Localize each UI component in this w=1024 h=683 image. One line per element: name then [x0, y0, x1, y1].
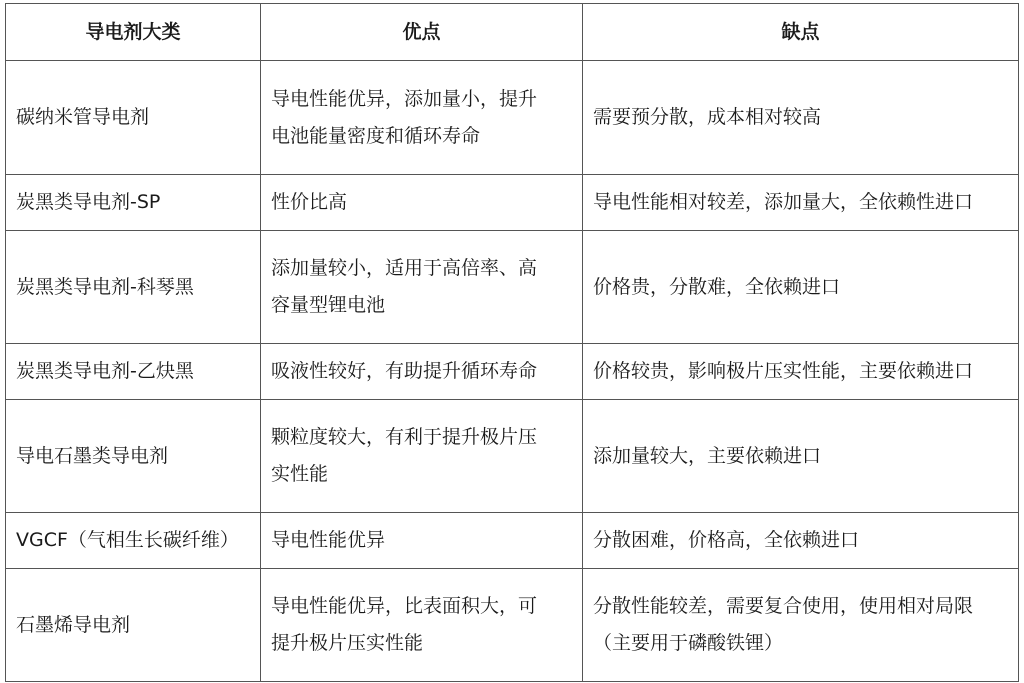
pros-cell — [261, 400, 583, 513]
pros-line: 实性能 — [271, 463, 329, 485]
table-row — [6, 231, 1019, 344]
table-row — [6, 344, 1019, 400]
pros-cell — [261, 344, 583, 400]
cons-line: 价格贵，分散难，全依赖进口 — [593, 275, 841, 298]
table-row — [6, 400, 1019, 513]
header-category: 导电剂大类 — [6, 4, 261, 61]
category-cell: 导电石墨类导电剂 — [6, 400, 261, 513]
pros-cell — [261, 61, 583, 175]
table-row — [6, 569, 1019, 682]
category-cell: 炭黑类导电剂-乙炔黑 — [6, 344, 261, 400]
cons-cell — [583, 344, 1019, 400]
table-row — [6, 175, 1019, 231]
category-cell: VGCF（气相生长碳纤维） — [6, 513, 261, 569]
header-pros: 优点 — [261, 4, 583, 61]
pros-line: 导电性能优异，添加量小，提升 — [271, 87, 538, 110]
pros-line: 导电性能优异 — [271, 529, 386, 551]
header-cons: 缺点 — [583, 4, 1019, 61]
pros-line: 性价比高 — [271, 191, 348, 213]
pros-line: 容量型锂电池 — [271, 294, 386, 316]
cons-cell — [583, 231, 1019, 344]
cons-line: 价格较贵，影响极片压实性能，主要依赖进口 — [593, 360, 974, 382]
cons-cell — [583, 400, 1019, 513]
pros-line: 颗粒度较大，有利于提升极片压 — [271, 426, 538, 448]
pros-line: 吸液性较好，有助提升循环寿命 — [271, 360, 538, 382]
cons-line: 导电性能相对较差，添加量大，全依赖性进口 — [593, 191, 974, 213]
category-cell: 炭黑类导电剂-科琴黑 — [6, 231, 261, 344]
pros-line: 导电性能优异，比表面积大，可 — [271, 595, 538, 617]
pros-line: 提升极片压实性能 — [271, 632, 424, 654]
cons-line: 需要预分散，成本相对较高 — [593, 106, 822, 128]
category-cell: 碳纳米管导电剂 — [6, 61, 261, 175]
cons-cell — [583, 61, 1019, 175]
cons-line: （主要用于磷酸铁锂） — [593, 632, 784, 654]
cons-line: 分散性能较差，需要复合使用，使用相对局限 — [593, 595, 974, 617]
table-header-row — [6, 4, 1019, 61]
cons-cell — [583, 569, 1019, 682]
category-cell: 石墨烯导电剂 — [6, 569, 261, 682]
cons-line: 分散困难，价格高，全依赖进口 — [593, 529, 860, 551]
cons-line: 添加量较大，主要依赖进口 — [593, 444, 822, 467]
pros-cell — [261, 513, 583, 569]
pros-line: 电池能量密度和循环寿命 — [271, 124, 481, 147]
category-cell: 炭黑类导电剂-SP — [6, 175, 261, 231]
cons-cell — [583, 513, 1019, 569]
table-row — [6, 513, 1019, 569]
table-row — [6, 61, 1019, 175]
cons-cell — [583, 175, 1019, 231]
pros-cell — [261, 175, 583, 231]
conductive-agent-comparison-table — [5, 3, 1019, 682]
pros-line: 添加量较小，适用于高倍率、高 — [271, 257, 538, 279]
pros-cell — [261, 231, 583, 344]
pros-cell — [261, 569, 583, 682]
